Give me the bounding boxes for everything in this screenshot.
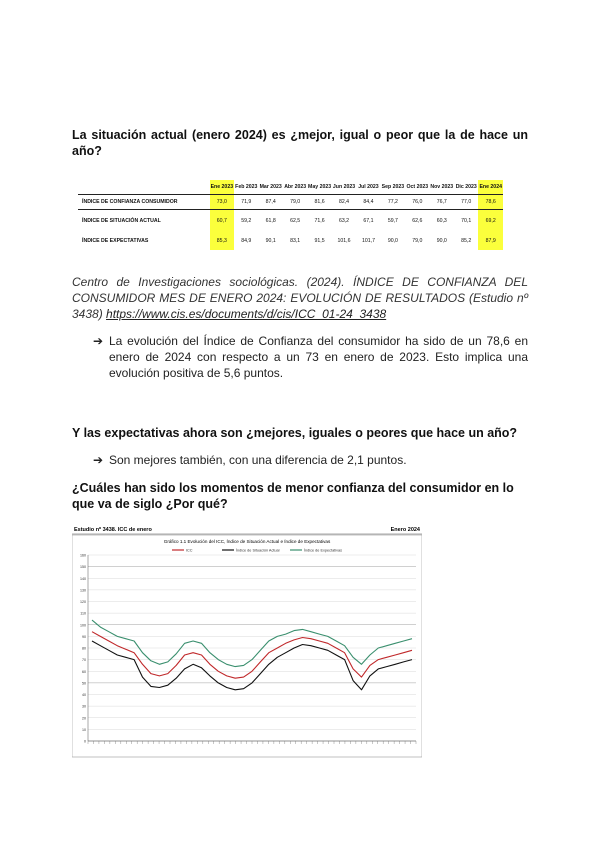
table-cell: 84,4 [356,195,380,210]
y-tick-label: 140 [80,576,86,581]
bullet-expectations [93,452,528,468]
table-cell: 85,3 [210,232,234,250]
bullet-text: La evolución del Índice de Confianza del consumidor ha sido de un 78,6 en enero de 2024 con respecto a un 73 en enero de 2023. Esto implica una evolución positiva de 5,6 puntos. [109,334,528,380]
chart-title: Gráfico 1.1 Evolución del ICC, Índice de Situación Actual e Índice de Expectativas [163,539,331,544]
table-cell: 83,1 [290,238,301,244]
table-col-header: Mar 2023 [259,180,283,195]
y-tick-label: 20 [82,716,86,721]
table-cell: 59,2 [241,218,252,224]
table-col-header: Feb 2023 [234,180,258,195]
table-cell: 90,1 [265,238,276,244]
y-tick-label: 60 [82,669,86,674]
chart-legend [172,548,342,552]
table-col-header: Ene 2023 [210,180,234,195]
chart-series [92,620,412,690]
y-tick-label: 100 [80,623,86,628]
y-tick-label: 120 [80,600,86,604]
table-cell: 67,1 [363,218,374,224]
row-label: ÍNDICE DE CONFIANZA CONSUMIDOR [78,195,210,210]
chart-header-left: Estudio nº 3438. ICC de enero [74,527,152,533]
table-cell: 90,0 [436,238,447,244]
table-cell: 78,6 [478,195,503,210]
table-cell: 77,0 [454,195,478,210]
table-cell: 90,0 [387,238,398,244]
chart-grid [88,555,416,741]
table-cell: 87,9 [478,232,503,250]
table-cell: 87,4 [259,195,283,210]
y-tick-label: 130 [80,588,86,593]
bullet-icc-evolution [93,333,528,381]
table-cell: 62,6 [412,218,423,224]
table-cell: 79,0 [412,238,423,244]
arrow-right-icon: ➔ [93,334,104,348]
icc-evolution-chart [72,523,422,758]
y-tick-label: 70 [82,658,86,663]
table-row [78,232,503,250]
table-cell: 61,8 [265,218,276,224]
table-cell: 59,7 [387,218,398,224]
y-tick-label: 110 [80,611,86,616]
table-col-header: Abr 2023 [283,180,307,195]
question-current-situation: La situación actual (enero 2024) es ¿mejor, igual o peor que la de hace un año? [72,128,528,158]
table-cell: 71,9 [234,195,258,210]
table-cell: 76,7 [430,195,454,210]
table-cell: 77,2 [381,195,405,210]
y-tick-label: 160 [80,553,86,558]
table-cell: 101,6 [337,238,351,244]
table-cell: 69,2 [478,210,503,233]
chart-svg [72,523,422,758]
table-cell: 70,1 [461,218,472,224]
legend-label: ICC [186,548,193,553]
table-cell: 62,5 [290,218,301,224]
table-header-row [78,180,503,195]
table-col-header: Sep 2023 [381,180,405,195]
y-tick-label: 50 [82,681,86,686]
table-header-empty [78,180,210,195]
citation [72,274,528,322]
y-tick-label: 90 [82,634,86,639]
chart-y-ticks [80,554,86,744]
index-table-grid [78,180,503,250]
bullet-text: Son mejores también, con una diferencia de 2,1 puntos. [109,453,407,467]
table-cell: 84,9 [241,238,252,244]
y-tick-label: 150 [80,565,86,570]
y-tick-label: 80 [82,646,86,651]
table-col-header: Jun 2023 [332,180,356,195]
y-tick-label: 40 [82,693,86,697]
question-lowest-confidence: ¿Cuáles han sido los momentos de menor confianza del consumidor en lo que va de siglo ¿Por qué? [72,481,514,511]
table-cell: 71,6 [314,218,325,224]
table-col-header: Nov 2023 [430,180,454,195]
table-cell: 85,2 [461,238,472,244]
chart-x-ticks [88,741,416,744]
row-label: ÍNDICE DE SITUACIÓN ACTUAL [82,218,161,224]
table-col-header: Jul 2023 [356,180,380,195]
arrow-right-icon: ➔ [93,453,104,467]
citation-link[interactable]: https://www.cis.es/documents/d/cis/ICC_01-24_3438 [106,307,387,321]
chart-frame [72,535,422,757]
table-cell: 63,2 [338,218,350,224]
chart-header-right: Enero 2024 [390,527,420,533]
table-cell: 82,4 [332,195,356,210]
table-cell: 76,0 [405,195,429,210]
table-col-header: Ene 2024 [478,180,503,195]
table-cell: 101,7 [361,238,375,244]
citation-text: Centro de Investigaciones sociológicas. (2024). ÍNDICE DE CONFIANZA DEL CONSUMIDOR MES DE ENERO 2024: EVOLUCIÓN DE RESULTADOS (Estudio nº 3438) [72,275,528,321]
legend-label: Índice de Situación Actual [236,548,280,553]
y-tick-label: 10 [82,727,86,732]
legend-label: Índice de Expectativas [304,548,342,553]
table-cell: 60,3 [436,218,447,224]
row-label: ÍNDICE DE EXPECTATIVAS [82,238,149,244]
y-tick-label: 30 [82,704,86,709]
table-row [78,210,503,233]
table-col-header: Oct 2023 [405,180,429,195]
table-cell: 79,0 [283,195,307,210]
table-cell: 91,5 [314,238,325,244]
y-tick-label: 0 [84,739,86,744]
table-cell: 60,7 [210,210,234,233]
table-col-header: May 2023 [307,180,331,195]
index-table [78,180,503,250]
table-cell: 73,0 [210,195,234,210]
table-col-header: Dic 2023 [454,180,478,195]
question-expectations: Y las expectativas ahora son ¿mejores, iguales o peores que hace un año? [72,426,518,440]
table-row [78,195,503,210]
table-cell: 81,6 [307,195,331,210]
